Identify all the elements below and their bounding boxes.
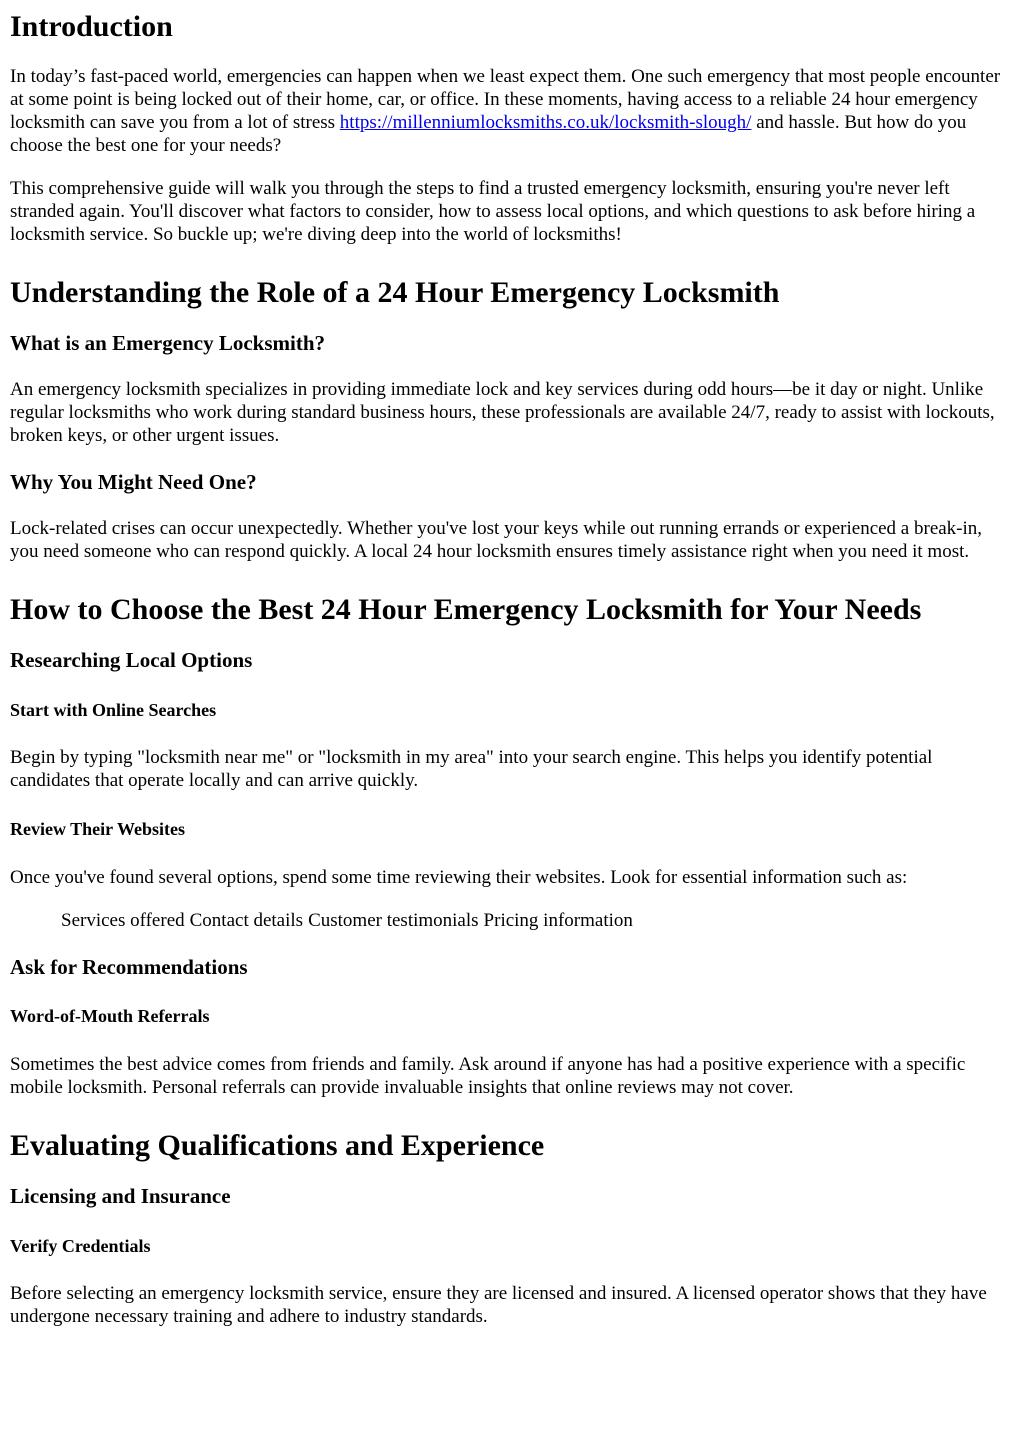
website-items-list — [10, 909, 1014, 932]
intro-text-a: In today’s fast-paced world, emergencies can happen when we least expect them. One such emergency that most people encounter at some point is being locked out of their home, car, or office. In these moments, having access to a reliable 24 hour emergency locksmith can save you from a lot of stress — [10, 66, 1001, 133]
list-item: Services offered — [61, 910, 185, 931]
locksmith-slough-link[interactable]: https://millenniumlocksmiths.co.uk/locksmith-slough/ — [339, 112, 752, 133]
heading-why-need: Why You Might Need One? — [10, 470, 257, 494]
paragraph-what-is: An emergency locksmith specializes in providing immediate lock and key services during odd hours—be it day or night. Unlike regular locksmiths who work during standard business hours, these professionals are available 24/7, ready to assist with lockouts, broken keys, or other urgent issues. — [10, 379, 995, 446]
list-item: Pricing information — [483, 910, 633, 931]
paragraph-why-need: Lock-related crises can occur unexpectedly. Whether you've lost your keys while out running errands or experienced a break-in, you need someone who can respond quickly. A local 24 hour locksmith ensures timely assistance right when you need it most. — [10, 518, 983, 562]
list-item: Contact details — [189, 910, 304, 931]
paragraph-intro-2: This comprehensive guide will walk you through the steps to find a trusted emergency locksmith, ensuring you're never left stranded again. You'll discover what factors to consider, how to assess local options, and which questions to ask before hiring a locksmith service. So buckle up; we're diving deep into the world of locksmiths! — [10, 178, 976, 245]
heading-recommendations: Ask for Recommendations — [10, 955, 248, 979]
intro-text-b: and hassle. But how do you choose the best one for your needs? — [10, 112, 967, 156]
heading-word-of-mouth: Word-of-Mouth Referrals — [10, 1006, 210, 1026]
paragraph-online-searches: Begin by typing "locksmith near me" or "locksmith in my area" into your search engine. This helps you identify potential candidates that operate locally and can arrive quickly. — [10, 747, 933, 791]
article — [0, 9, 1024, 1328]
heading-introduction: Introduction — [10, 10, 173, 43]
paragraph-review-websites: Once you've found several options, spend some time reviewing their websites. Look for essential information such as: — [10, 867, 908, 888]
paragraph-verify-credentials: Before selecting an emergency locksmith service, ensure they are licensed and insured. A licensed operator shows that they have undergone necessary training and adhere to industry standards. — [10, 1283, 987, 1327]
heading-licensing: Licensing and Insurance — [10, 1184, 231, 1208]
heading-evaluating: Evaluating Qualifications and Experience — [10, 1129, 545, 1162]
heading-role: Understanding the Role of a 24 Hour Emergency Locksmith — [10, 276, 780, 309]
heading-verify-credentials: Verify Credentials — [10, 1236, 151, 1256]
heading-online-searches: Start with Online Searches — [10, 700, 217, 720]
heading-what-is: What is an Emergency Locksmith? — [10, 331, 325, 355]
heading-choose: How to Choose the Best 24 Hour Emergency Locksmith for Your Needs — [10, 593, 922, 626]
list-item: Customer testimonials — [308, 910, 479, 931]
paragraph-word-of-mouth: Sometimes the best advice comes from friends and family. Ask around if anyone has had a positive experience with a specific mobile locksmith. Personal referrals can provide invaluable insights that online reviews may not cover. — [10, 1054, 966, 1098]
heading-review-websites: Review Their Websites — [10, 819, 185, 839]
paragraph-intro-1 — [10, 65, 1014, 157]
heading-research: Researching Local Options — [10, 648, 253, 672]
